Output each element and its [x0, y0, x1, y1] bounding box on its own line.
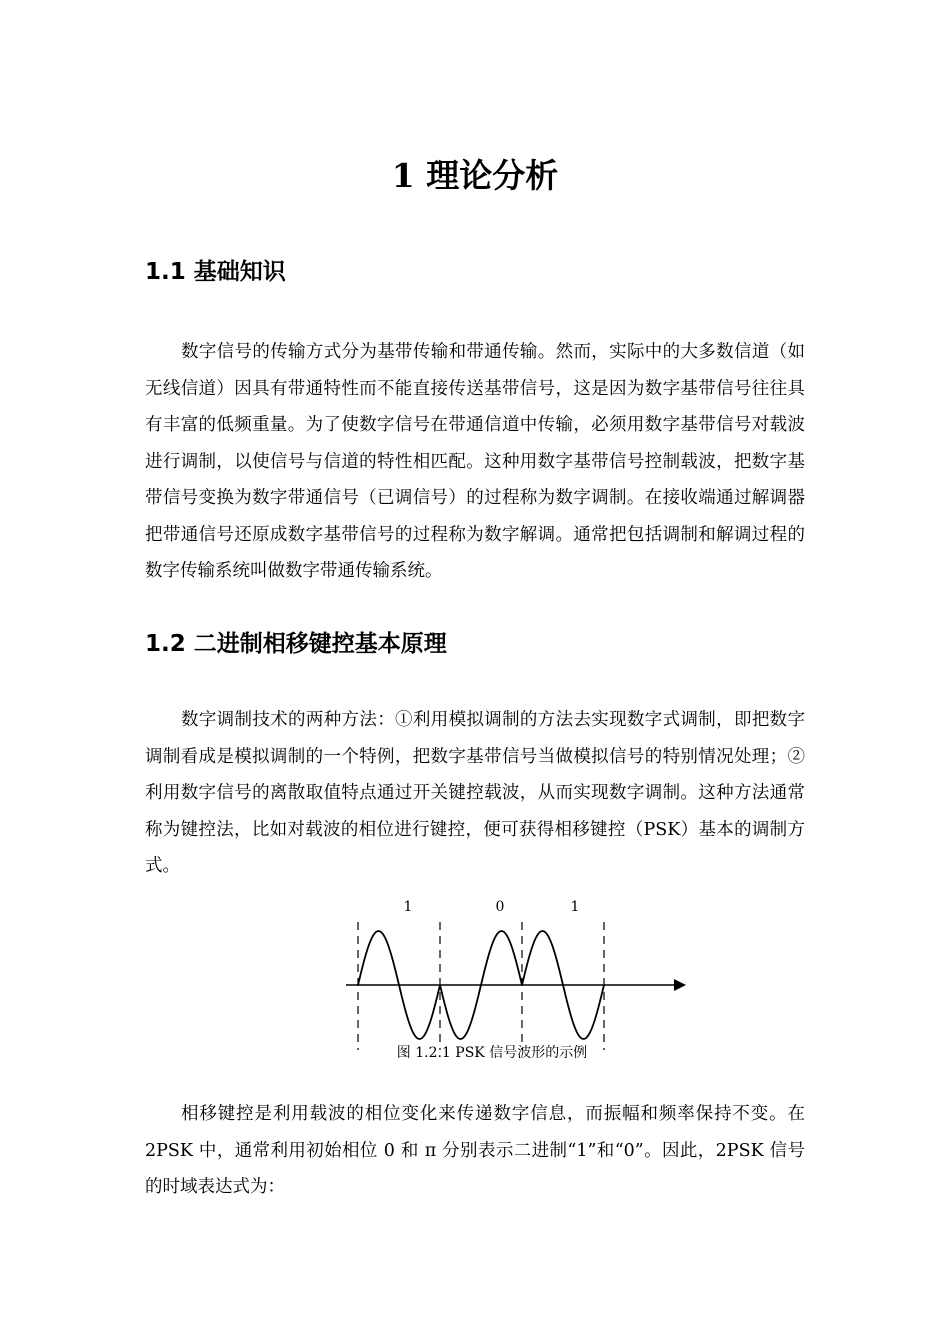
- psk-waveform-diagram: [340, 890, 700, 1070]
- bit-label-1: 1: [403, 899, 413, 915]
- paragraph-modulation-methods: 数字调制技术的两种方法：①利用模拟调制的方法去实现数字式调制，即把数字调制看成是模拟调制的一个特例，把数字基带信号当做模拟信号的特别情况处理；②利用数字信号的离散取值特点通过开关键控载波，从而实现数字调制。这种方法通常称为键控法，比如对载波的相位进行键控，便可获得相移键控（PSK）基本的调制方式。: [145, 710, 805, 876]
- bit-label-2: 0: [495, 899, 505, 915]
- figure-caption: 图 1.2.1 PSK 信号波形的示例: [396, 1045, 588, 1061]
- chapter-title: 1 理论分析: [391, 156, 559, 195]
- bit-label-3: 1: [570, 899, 580, 915]
- axis-arrow: [674, 979, 686, 991]
- section-heading-basics: 1.1 基础知识: [145, 259, 286, 285]
- paragraph-2psk-definition: 相移键控是利用载波的相位变化来传递数字信息，而振幅和频率保持不变。在 2PSK 中，通常利用初始相位 0 和 π 分别表示二进制“1”和“0”。因此，2PSK 信号的时域表达式为：: [145, 1104, 805, 1197]
- psk-waveform-figure: [340, 890, 700, 1070]
- paragraph-basics: 数字信号的传输方式分为基带传输和带通传输。然而，实际中的大多数信道（如无线信道）因具有带通特性而不能直接传送基带信号，这是因为数字基带信号往往具有丰富的低频重量。为了使数字信号在带通信道中传输，必须用数字基带信号对载波进行调制，以使信号与信道的特性相匹配。这种用数字基带信号控制载波，把数字基带信号变换为数字带通信号（已调信号）的过程称为数字调制。在接收端通过解调器把带通信号还原成数字基带信号的过程称为数字解调。通常把包括调制和解调过程的数字传输系统叫做数字带通传输系统。: [145, 342, 805, 581]
- section-heading-2psk: 1.2 二进制相移键控基本原理: [145, 631, 447, 657]
